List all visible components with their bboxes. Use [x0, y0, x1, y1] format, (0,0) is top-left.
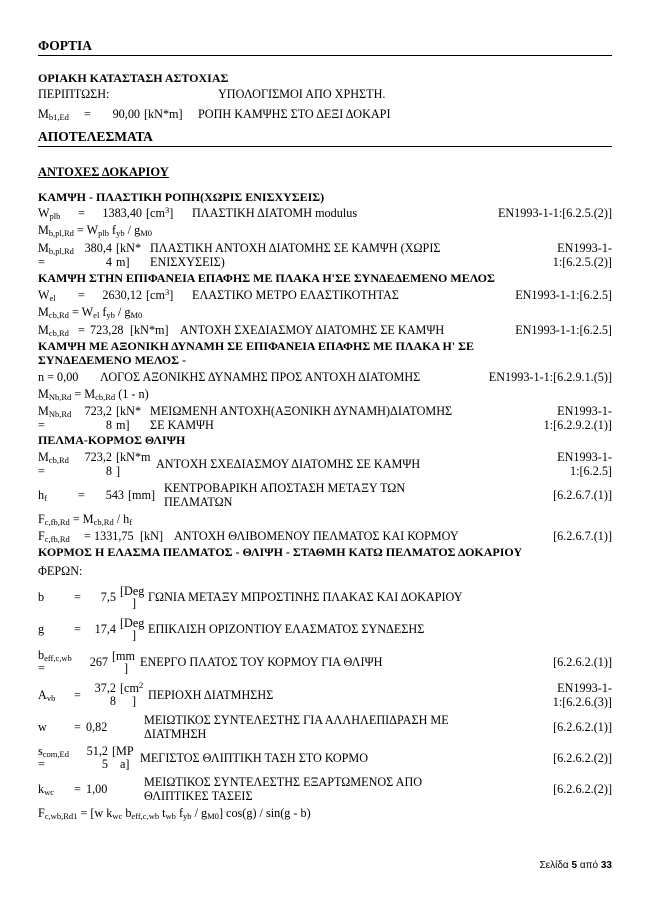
wplb-row: $W_{plb}$ = 1383,40 $[cm^3]$ ΠΛΑΣΤΙΚΗ ΔΙΑΤΟΜΗ modulus EN1993-1-1:[6.2.5.(2)] [38, 205, 612, 222]
page-footer: Σελίδα 5 από 33 [539, 860, 612, 871]
case-row [38, 87, 612, 101]
mbplrd-row: $M_{b,pl,Rd}$ 380,4 [kN* ΠΛΑΣΤΙΚΗ ΑΝΤΟΧΗ ΔΙΑΤΟΜΗΣ ΣΕ ΚΑΜΨΗ (ΧΩΡΙΣ EN1993-1- = 4 m] ΕΝΙΣΧΥΣΕΙΣ) 1:[6.2.5.(2)] [38, 240, 612, 269]
mcbrd-formula: $M_{cb,Rd} = W_{el}$ $f_{yb} / g_{M0}$ [38, 305, 143, 321]
fcwbrd1-formula: $F_{c,wb,Rd1} = [w$ $k_{wc}$ $b_{eff,c,wb}$ $t_{wb}$ $f_{yb} / g_{M0}$] cos(g) / sin(g - b) [38, 806, 311, 822]
fcfbrd-formula: $F_{c,fb,Rd} = M_{cb,Rd} / h_f$ [38, 511, 133, 527]
moment-row: $M_{b1,Ed}$ = 90,00 [kN*m] ΡΟΠΗ ΚΑΜΨΗΣ ΣΤΟ ΔΕΞΙ ΔΟΚΑΡΙ [38, 107, 612, 121]
moment-symbol: $M_{b1,Ed}$ [38, 106, 69, 122]
b-angle-row: b = 7,5 [Deg ] ΓΩΝΙΑ ΜΕΤΑΞΥ ΜΠΡΟΣΤΙΝΗΣ ΠΛΑΚΑΣ ΚΑΙ ΔΟΚΑΡΙΟΥ [38, 584, 463, 611]
kwc-row: $k_{wc}$ = 1,00 ΜΕΙΩΤΙΚΟΣ ΣΥΝΤΕΛΕΣΤΗΣ ΕΞΑΡΤΩΜΕΝΟΣ ΑΠΟ ΘΛΙΠΤΙΚΕΣ ΤΑΣΕΙΣ [6.2.6.2.(2)] [38, 775, 612, 804]
mcbrd2-row: $M_{cb,Rd}$ 723,2 [kN*m ΑΝΤΟΧΗ ΣΧΕΔΙΑΣΜΟΥ ΔΙΑΤΟΜΗΣ ΣΕ ΚΑΜΨΗ EN1993-1- = 8 ] 1:[6.2.5] [38, 449, 612, 478]
mbplrd-formula: $M_{b,pl,Rd} = W_{plb}$ $f_{yb} / g_{M0}$ [38, 223, 152, 239]
document-page [38, 38, 612, 821]
bending-plastic-heading: ΚΑΜΨΗ - ΠΛΑΣΤΙΚΗ ΡΟΠΗ(ΧΩΡΙΣ ΕΝΙΣΧΥΣΕΙΣ) [38, 189, 325, 204]
bending-plate-heading: ΚΑΜΨΗ ΣΤΗΝ ΕΠΙΦΑΝΕΙΑ ΕΠΑΦΗΣ ΜΕ ΠΛΑΚΑ Η'ΣΕ ΣΥΝΔΕΔΕΜΕΝΟ ΜΕΛΟΣ [38, 270, 495, 285]
moment-value: 90,00 [112, 106, 140, 121]
beam-resistance-subtitle: ΑΝΤΟΧΕΣ ΔΟΚΑΡΙΟΥ [38, 164, 169, 179]
g-angle-row: g = 17,4 [Deg ] ΕΠΙΚΛΙΣΗ ΟΡΙΖΟΝΤΙΟΥ ΕΛΑΣΜΑΤΟΣ ΣΥΝΔΕΣΗΣ [38, 616, 425, 643]
mcbrd-row: $M_{cb,Rd}$ = 723,28 [kN*m] ΑΝΤΟΧΗ ΣΧΕΔΙΑΣΜΟΥ ΔΙΑΤΟΜΗΣ ΣΕ ΚΑΜΨΗ EN1993-1-1:[6.2.5] [38, 322, 612, 338]
flange-web-heading: ΠΕΛΜΑ-ΚΟΡΜΟΣ ΘΛΙΨΗ [38, 433, 186, 448]
hf-row: $h_f$ = 543 [mm] ΚΕΝΤΡΟΒΑΡΙΚΗ ΑΠΟΣΤΑΣΗ ΜΕΤΑΞΥ ΤΩΝ ΠΕΛΜΑΤΩΝ [6.2.6.7.(1)] [38, 480, 612, 509]
bearer-label: ΦΕΡΩΝ: [38, 563, 83, 578]
mnbrd-row: $M_{Nb,Rd}$ 723,2 [kN* ΜΕΙΩΜΕΝΗ ΑΝΤΟΧΗ(ΑΞΟΝΙΚΗ ΔΥΝΑΜΗ)ΔΙΑΤΟΜΗΣ EN1993-1- = 8 m] ΣΕ ΚΑΜΨΗ 1:[6.2.9.2.(1)] [38, 404, 612, 433]
n-row: n = 0,00 ΛΟΓΟΣ ΑΞΟΝΙΚΗΣ ΔΥΝΑΜΗΣ ΠΡΟΣ ΑΝΤΟΧΗ ΔΙΑΤΟΜΗΣ EN1993-1-1:[6.2.9.1.(5)] [38, 369, 612, 384]
results-section-title: ΑΠΟΤΕΛΕΣΜΑΤΑ [38, 129, 612, 147]
w-row: w = 0,82 ΜΕΙΩΤΙΚΟΣ ΣΥΝΤΕΛΕΣΤΗΣ ΓΙΑ ΑΛΛΗΛΕΠΙΔΡΑΣΗ ΜΕ ΔΙΑΤΜΗΣΗ [6.2.6.2.(1)] [38, 713, 612, 742]
beff-row: $b_{eff,c,wb}$ = 267 [mm ] ΕΝΕΡΓΟ ΠΛΑΤΟΣ ΤΟΥ ΚΟΡΜΟΥ ΓΙΑ ΘΛΙΨΗ [6.2.6.2.(1)] [38, 648, 612, 676]
limit-state-heading: ΟΡΙΑΚΗ ΚΑΤΑΣΤΑΣΗ ΑΣΤΟΧΙΑΣ [38, 71, 229, 86]
scom-row: $s_{com,Ed}$ = 51,2 5 [MP a] ΜΕΓΙΣΤΟΣ ΘΛΙΠΤΙΚΗ ΤΑΣΗ ΣΤΟ ΚΟΡΜΟ [6.2.6.2.(2)] [38, 744, 612, 772]
case-label: ΠΕΡΙΠΤΩΣΗ: [38, 86, 110, 101]
mnbrd-formula: $M_{Nb,Rd} = M_{cb,Rd}$ (1 - n) [38, 386, 149, 402]
web-compression-heading: ΚΟΡΜΟΣ Η ΕΛΑΣΜΑ ΠΕΛΜΑΤΟΣ - ΘΛΙΨΗ - ΣΤΑΘΜΗ ΚΑΤΩ ΠΕΛΜΑΤΟΣ ΔΟΚΑΡΙΟΥ [38, 545, 523, 560]
fcfbrd-row: $F_{c,fb,Rd}$ = 1331,75 [kN] ΑΝΤΟΧΗ ΘΛΙΒΟΜΕΝΟΥ ΠΕΛΜΑΤΟΣ ΚΑΙ ΚΟΡΜΟΥ [6.2.6.7.(1)] [38, 529, 612, 545]
avb-row: $A_{vb}$ = 37,2 8 [$cm^2$ ] ΠΕΡΙΟΧΗ ΔΙΑΤΜΗΣΗΣ EN1993-1- 1:[6.2.6.(3)] [38, 680, 612, 710]
moment-unit: [kN*m] [144, 106, 183, 121]
loads-section-title: ΦΟΡΤΙΑ [38, 38, 612, 56]
case-value: ΥΠΟΛΟΓΙΣΜΟΙ ΑΠΟ ΧΡΗΣΤΗ. [218, 86, 386, 101]
bending-axial-heading: ΚΑΜΨΗ ΜΕ ΑΞΟΝΙΚΗ ΔΥΝΑΜΗ ΣΕ ΕΠΙΦΑΝΕΙΑ ΕΠΑΦΗΣ ΜΕ ΠΛΑΚΑ Η' ΣΕ ΣΥΝΔΕΔΕΜΕΝΟ ΜΕΛΟΣ - [38, 338, 474, 368]
moment-description: ΡΟΠΗ ΚΑΜΨΗΣ ΣΤΟ ΔΕΞΙ ΔΟΚΑΡΙ [198, 106, 391, 121]
wplb-value: 1383,40 [102, 206, 142, 221]
wel-row: $W_{el}$ = 2630,12 $[cm^3]$ ΕΛΑΣΤΙΚΟ ΜΕΤΡΟ ΕΛΑΣΤΙΚΟΤΗΤΑΣ EN1993-1-1:[6.2.5] [38, 287, 612, 304]
